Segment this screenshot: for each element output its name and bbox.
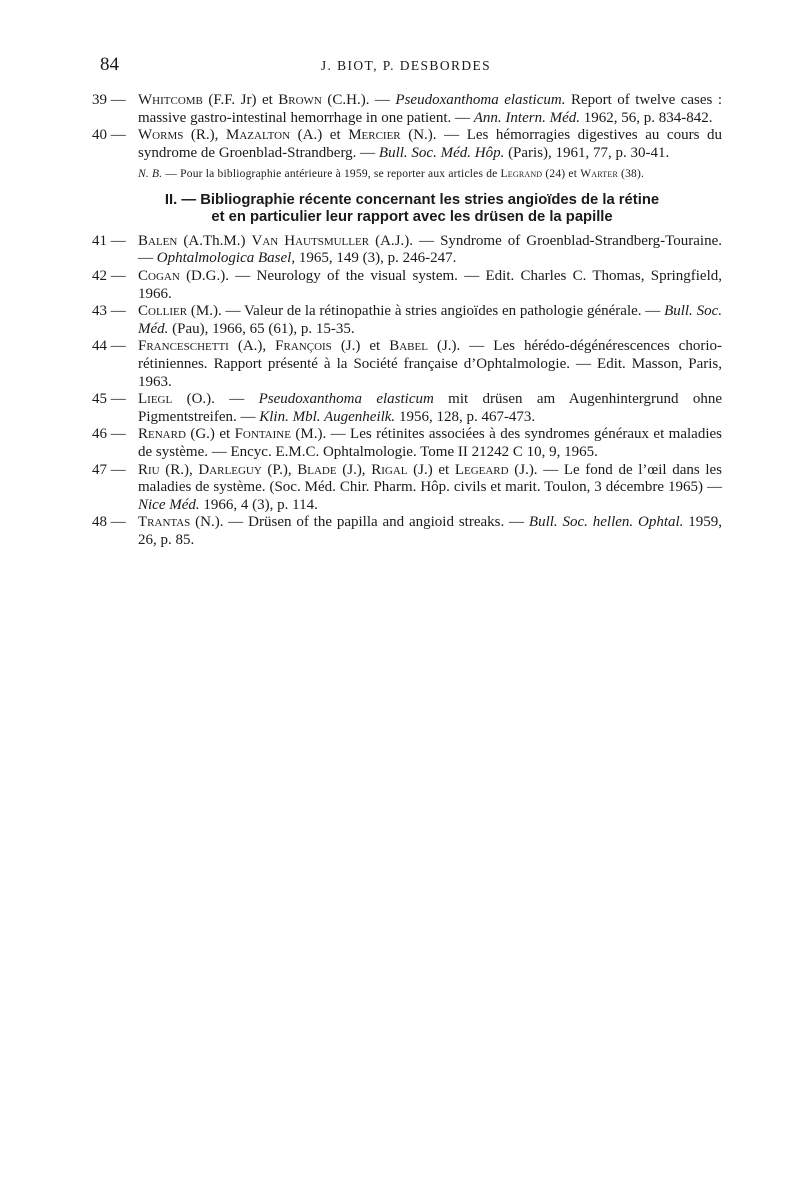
section-heading-line-2: et en particulier leur rapport avec les drüsen de la papille [211, 209, 613, 226]
author-name: Fontaine [234, 426, 291, 443]
author-name: Mazalton [226, 127, 291, 144]
author-name: François [275, 338, 332, 355]
reference-42 [92, 268, 722, 303]
reference-text: 1962, 56, p. 834-842. [579, 109, 713, 126]
author-initials: (A.), [228, 338, 276, 355]
nb-label: N. B. [138, 168, 163, 181]
author-initials: (P.), [261, 461, 298, 478]
author-initials: (O.). — [172, 391, 259, 408]
author-name: Darleguy [198, 461, 262, 478]
author-name: Legeard [454, 461, 509, 478]
nb-text: (24) et [542, 168, 581, 181]
author-name: Franceschetti [138, 338, 229, 355]
reference-number: 43 — [92, 303, 126, 320]
reference-list [92, 92, 722, 550]
reference-48 [92, 514, 722, 549]
reference-text: Les hémorragies digestives au cours du syndrome de Groenblad-Strandberg. — [138, 127, 722, 161]
author-initials: (J.). — [508, 461, 564, 478]
reference-number: 48 — [92, 514, 126, 531]
author-name: Mercier [348, 127, 401, 144]
reference-text: 1956, 128, p. 467-473. [395, 408, 536, 425]
reference-number: 46 — [92, 426, 126, 443]
reference-text: mit drüsen am Augenhintergrund ohne Pigmentstreifen. — [138, 391, 722, 425]
author-initials: (R.), [159, 461, 199, 478]
reference-number: 41 — [92, 232, 126, 249]
reference-39 [92, 92, 722, 127]
author-initials: (D.G.). — [179, 268, 257, 285]
journal-title: Klin. Mbl. Augenheilk. [259, 408, 396, 425]
italic-title: Pseudoxanthoma elasticum. [395, 92, 566, 108]
author-initials: (N.). — [400, 127, 467, 144]
section-heading-line-1: II. — Bibliographie récente concernant les stries angioïdes de la rétine [164, 191, 660, 208]
reference-47 [92, 462, 722, 515]
reference-text: 1966, 4 (3), p. 114. [199, 496, 318, 513]
page-header [0, 54, 800, 80]
author-name: Balen [138, 232, 178, 249]
author-initials: (A.J.). — [369, 232, 441, 249]
nb-text: — Pour la bibliographie antérieure à 1959, se reporter aux articles de [162, 168, 501, 181]
author-name: Babel [389, 338, 428, 355]
reference-text: (Paris), 1961, 77, p. 30-41. [504, 144, 670, 161]
reference-text: Neurology of the visual system. — Edit. Charles C. Thomas, Springfield, 1966. [138, 268, 722, 302]
reference-text: 1959, 26, p. 85. [138, 514, 722, 548]
note-bene [92, 168, 722, 182]
author-name: Riu [138, 461, 160, 478]
reference-number: 47 — [92, 461, 126, 478]
author-name: Cogan [138, 268, 180, 285]
reference-number: 39 — [92, 92, 126, 108]
journal-title: Bull. Soc. Méd. Hôp. [378, 144, 505, 161]
author-initials: (A.Th.M.) [177, 232, 252, 249]
author-name: Collier [138, 303, 188, 320]
author-initials: (A.) et [290, 127, 349, 144]
section-heading [102, 192, 722, 227]
author-initials: (J.) et [407, 461, 455, 478]
author-name: Warter [580, 168, 618, 181]
author-name: Rigal [371, 461, 408, 478]
author-name: Van Hautsmuller [251, 232, 370, 249]
author-initials: (F.F. Jr) et [202, 92, 279, 108]
reference-number: 44 — [92, 338, 126, 355]
journal-title: Bull. Soc. Méd. [138, 303, 722, 337]
page-number: 84 [100, 54, 119, 75]
reference-text: Les hérédo-dégénérescences chorio-rétiniennes. Rapport présenté à la Société française d’Ophtalmologie. — Edit. Masson, Paris, 1963. [138, 338, 722, 390]
italic-title: Pseudoxanthoma elasticum [258, 391, 434, 408]
running-head: J. BIOT, P. DESBORDES [320, 58, 492, 73]
reference-46 [92, 426, 722, 461]
author-initials: (M.). — [290, 426, 351, 443]
author-name: Blade [297, 461, 337, 478]
reference-text: Report of twelve cases : massive gastro-intestinal hemorrhage in one patient. — [138, 92, 723, 126]
nb-text: (38). [617, 168, 645, 181]
reference-number: 40 — [92, 127, 126, 144]
reference-44 [92, 338, 722, 391]
author-initials: (R.), [183, 127, 226, 144]
author-name: Legrand [500, 168, 543, 181]
reference-text: Drüsen of the papilla and angioid streaks. — [248, 514, 529, 531]
author-initials: (G.) et [185, 426, 235, 443]
author-name: Renard [138, 426, 186, 443]
journal-title: Bull. Soc. hellen. Ophtal. [528, 514, 684, 531]
reference-text: Le fond de l’œil dans les maladies de système. (Soc. Méd. Chir. Pharm. Hôp. civils et marit. Toulon, 3 décembre 1965) — [138, 461, 723, 496]
reference-number: 42 — [92, 268, 126, 285]
reference-text: Valeur de la rétinopathie à stries angioïdes en pathologie générale. — [243, 303, 665, 320]
author-name: Brown [278, 92, 322, 108]
author-name: Worms [138, 127, 184, 144]
author-initials: (J.) et [331, 338, 390, 355]
author-name: Trantas [138, 514, 191, 531]
reference-43 [92, 303, 722, 338]
author-initials: (C.H.). — [321, 92, 396, 108]
reference-text: 1965, 149 (3), p. 246-247. [295, 250, 457, 267]
journal-title: Ophtalmologica Basel, [156, 250, 296, 267]
reference-number: 45 — [92, 391, 126, 408]
reference-text: Les rétinites associées à des syndromes généraux et maladies de système. — Encyc. E.M.C. Ophtalmologie. Tome II 21242 C 10, 9, 1965. [138, 426, 722, 460]
author-name: Liegl [138, 391, 173, 408]
reference-40 [92, 127, 722, 162]
journal-title: Nice Méd. [138, 496, 200, 513]
author-initials: (M.). — [187, 303, 244, 320]
reference-text: (Pau), 1966, 65 (61), p. 15-35. [168, 320, 355, 337]
author-initials: (J.). — [427, 338, 494, 355]
reference-41 [92, 233, 722, 268]
journal-title: Ann. Intern. Méd. [473, 109, 580, 126]
reference-45 [92, 391, 722, 426]
author-initials: (J.), [336, 461, 372, 478]
author-name: Whitcomb [138, 92, 203, 108]
author-initials: (N.). — [190, 514, 249, 531]
reference-text: Syndrome of Groenblad-Strandberg-Touraine. — [138, 232, 722, 267]
